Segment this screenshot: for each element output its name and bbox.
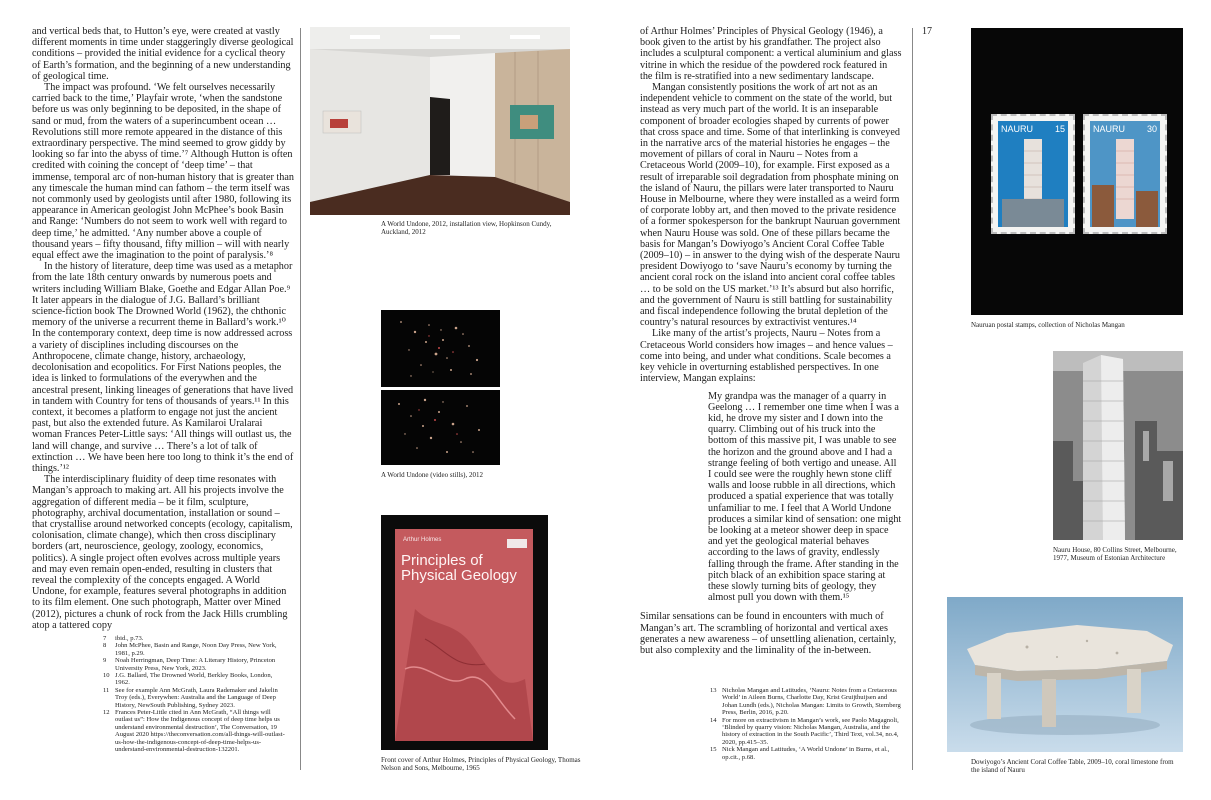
footnote: 8 John McPhee, Basin and Range, Noon Day Press, New York, 1981, p.29. bbox=[103, 642, 277, 657]
nauru-house-photo bbox=[1053, 351, 1183, 540]
footnote: 11 See for example Ann McGrath, Laura Rademaker and Jakelin Troy (eds.), Everywhen: Australia and the Language of Deep History, NewSouth Publishing, Sydney 2023. bbox=[103, 686, 278, 709]
paragraph: and vertical beds that, to Hutton’s eye, were created at vastly different moments in time under staggeringly diverse geological conditions – provided the initial evidence for a cyclical theory of Earth’s formation, and the beginning of a new understanding of geological time. bbox=[32, 26, 294, 82]
coral-table-caption: Dowiyogo’s Ancient Coral Coffee Table, 2009–10, coral limestone from the island of Nauru bbox=[971, 758, 1174, 774]
stamp-2 bbox=[1083, 114, 1167, 234]
block-quote: My grandpa was the manager of a quarry in Geelong … I remember one time when I was a kid, he drove my sister and I down into the quarry. Climbing out of his truck into the bottom of this massive pit, I was unable to see the horizon and the ground above and I had a strange feeling of both vertigo and unease. All I could see were the roughly hewn stone cliff walls and loose rubble in all directions, which produced a spatial experience that was totally unfamiliar to me. I feel that A World Undone produces a similar kind of sensation: one might be looking at a meteor shower deep in space and yet the geological material behaves according to the laws of gravity, endlessly falling through the frame. After standing in the pitch black of an exhibition space staring at these slowly turning bits of geology, they almost pull you down with them.¹⁵ bbox=[708, 390, 902, 604]
footnote: 9 Noah Herringman, Deep Time: A Literary History, Princeton University Press, New York, 2023. bbox=[103, 657, 276, 672]
book-author: Arthur Holmes bbox=[403, 537, 442, 543]
footnote: 15 Nick Mangan and Latitudes, ‘A World Undone’ in Burns, et al., op.cit., p.68. bbox=[710, 746, 890, 761]
footnote: 10 J.G. Ballard, The Drowned World, Berkley Books, London, 1962. bbox=[103, 672, 273, 687]
footnotes-right bbox=[710, 687, 902, 761]
paragraph: Similar sensations can be found in encounters with much of Mangan’s art. The scrambling of horizontal and vertical axes generates a new awareness – of unsettling alienation, certainly, but also complexity and the liminality of the in-between. bbox=[640, 611, 897, 656]
book-title: Principles of Physical Geology bbox=[401, 552, 517, 584]
video-still-2 bbox=[381, 390, 500, 465]
video-still-1 bbox=[381, 310, 500, 387]
footnotes-left bbox=[103, 635, 285, 754]
stamps-caption: Nauruan postal stamps, collection of Nicholas Mangan bbox=[971, 321, 1125, 329]
gallery-caption: A World Undone, 2012, installation view, Hopkinson Cundy, Auckland, 2012 bbox=[381, 220, 552, 236]
paragraph: Mangan consistently positions the work of art not as an independent vehicle to comment on the state of the world, but instead as very much part of the world. It is an inseparable component of broader ecologies shaped by currents of power that cross space and time. Some of that interlinking is conveyed in the narrative arcs of the material histories he engages – the movement of pillars of coral in Nauru – Notes from a Cretaceous World (2009–10), for example. First exposed as a result of irreparable soil degradation from phosphate mining on the island of Nauru, the pillars were later transported to Nauru House in Melbourne, where they were installed as a weird form of corporate lobby art, and then moved to the private residence of a former spokesperson for the bankrupt Nauruan government when Nauru House was sold. One of these pillars became the basis for Mangan’s Dowiyogo’s Ancient Coral Coffee Table (2009–10) – in answer to the dying wish of the desperate Nauru president Dowiyogo to ‘save Nauru’s economy by turning the ancient coral rock on the island into ancient coral coffee tables … to be sold on the US market.’¹³ It’s absurd but also horrific, and the government of Nauru is still battling for sustainability and fiscal independence following the brutal depletion of the country’s natural resources by extractivist ventures.¹⁴ bbox=[640, 82, 901, 329]
stamp-2-label: NAURU bbox=[1093, 124, 1126, 134]
paragraph: In the history of literature, deep time was used as a metaphor from the late 18th century onwards by numerous poets and writers including William Blake, Goethe and Edgar Allan Poe.⁹ It later appears in the dialogue of J.G. Ballard’s brilliant science-fiction book The Drowned World (1962), the chthonic memory of the universe a recurrent theme in Ballard’s work.¹⁰ In the contemporary context, deep time is now addressed across a variety of disciplines including discourses on the Anthropocene, climate change, history, archaeology, decolonisation and ecopolitics. For First Nations peoples, the idea is linked to formulations of the everywhen and the ancestral present, linking lineages of generations that have lived in tandem with Country for tens of thousands of years.¹¹ In this context, it becomes a platform to engage not just the ancient past, but also the extended future. As Kamilaroi Uralarai woman Frances Peter-Little says: ‘All things will outlast us, the land will change, and survive … There’s a lot of talk of extinction … We have been here too long to think it’s the end of things.’¹² bbox=[32, 261, 294, 474]
coral-table-photo bbox=[947, 597, 1183, 752]
nauru-house-caption: Nauru House, 80 Collins Street, Melbourne, 1977, Museum of Estonian Architecture bbox=[1053, 546, 1177, 562]
paragraph: The impact was profound. ‘We felt ourselves necessarily carried back to the time,’ Playfair wrote, ‘when the sandstone before us was only beginning to be deposited, in the shape of sand or mud, from the waters of a superincumbent ocean … Revolutions still more remote appeared in the distance of this extraordinary perspective. The mind seemed to grow giddy by looking so far into the abyss of time.’⁷ Although Hutton is often credited with coining the concept of ‘deep time’ – that immense, temporal arc of non-human history that is greater than any timescale the human mind can fathom – the term itself was not commonly used by geologists until after 1980, following its appearance in American geologist John McPhee’s book Basin and Range: ‘Numbers do not seem to work well with regard to deep time,’ he admitted. ‘Any number above a couple of thousand years – fifty thousand, fifty million – will with nearly equal effect awe the imagination to the point of paralysis.’⁸ bbox=[32, 82, 294, 262]
paragraph: The interdisciplinary fluidity of deep time resonates with Mangan’s approach to making art. All his projects involve the aggregation of different media – be it film, sculpture, photography, archival documentation, installation or sound – that crystallise around networked concepts (ecology, capitalism, colonisation, climate change), which then cross disciplinary borders (art, neuroscience, geology, zoology, economics, politics). A single project often evolves across multiple years and may even remain open-ended, resulting in clusters that reveal the complexity of the concepts engaged. A World Undone, for example, features several photographs in addition to its film element. One such photograph, Matter over Mined (2012), pictures a chunk of rock from the Jack Hills crumbling atop a tattered copy bbox=[32, 474, 293, 631]
footnote: 13 Nicholas Mangan and Latitudes, ‘Nauru: Notes from a Cretaceous World’ in Aileen Burns, Charlotte Day, Krist Gruijthuijsen and Johan Lundh (eds.), Nicholas Mangan: Limits to Growth, Sternberg Press, Berlin, 2016, p.20. bbox=[710, 687, 901, 717]
paragraph: of Arthur Holmes’ Principles of Physical Geology (1946), a book given to the artist by his grandfather. The project also includes a sculptural component: a vertical aluminium and glass vitrine in which the residue of the powdered rock featured in the film is re-stratified into a new sedimentary landscape. bbox=[640, 26, 902, 82]
page-number: 17 bbox=[922, 26, 932, 37]
gallery-installation-photo bbox=[310, 27, 570, 215]
book-caption: Front cover of Arthur Holmes, Principles of Physical Geology, Thomas Nelson and Sons, Melbourne, 1965 bbox=[381, 756, 581, 772]
footnote: 12 Frances Peter-Little cited in Ann McGrath, “All things will outlast us”: How the Indigenous concept of deep time helps us understand environmental destruction’, The Conversation, 19 August 2020 https://theconversation.com/all-things-will-outlast-us-how-the-indigenous-concept-of-deep-time-helps-us-understand-environmental-destruction-132201. bbox=[103, 709, 285, 754]
video-stills-caption: A World Undone (video stills), 2012 bbox=[381, 471, 483, 479]
column-divider bbox=[300, 28, 301, 770]
left-text-column bbox=[32, 26, 294, 631]
stamp-2-value: 30 bbox=[1146, 124, 1157, 134]
stamp-1 bbox=[991, 114, 1075, 234]
footnote: 14 For more on extractivism in Mangan’s work, see Paolo Magagnoli, ‘Blinded by quarry vision: Nicholas Mangan, Australia, and the history of extraction in the South Pacific’, Third Text, vol.34, no.4, 2020, pp.415–35. bbox=[710, 716, 899, 746]
stamp-1-label: NAURU bbox=[1001, 124, 1034, 134]
book-cover-photo bbox=[381, 515, 548, 750]
right-text-column bbox=[640, 26, 902, 656]
stamp-1-value: 15 bbox=[1054, 124, 1065, 134]
column-divider bbox=[912, 28, 913, 770]
footnote: 7 ibid., p.73. bbox=[103, 635, 144, 642]
paragraph: Like many of the artist’s projects, Nauru – Notes from a Cretaceous World considers how images – and hence values – come into being, and under what conditions. Scale becomes a key vehicle in overturning established perspectives. In one interview, Mangan explains: bbox=[640, 328, 893, 385]
stamps-photo bbox=[971, 28, 1183, 315]
